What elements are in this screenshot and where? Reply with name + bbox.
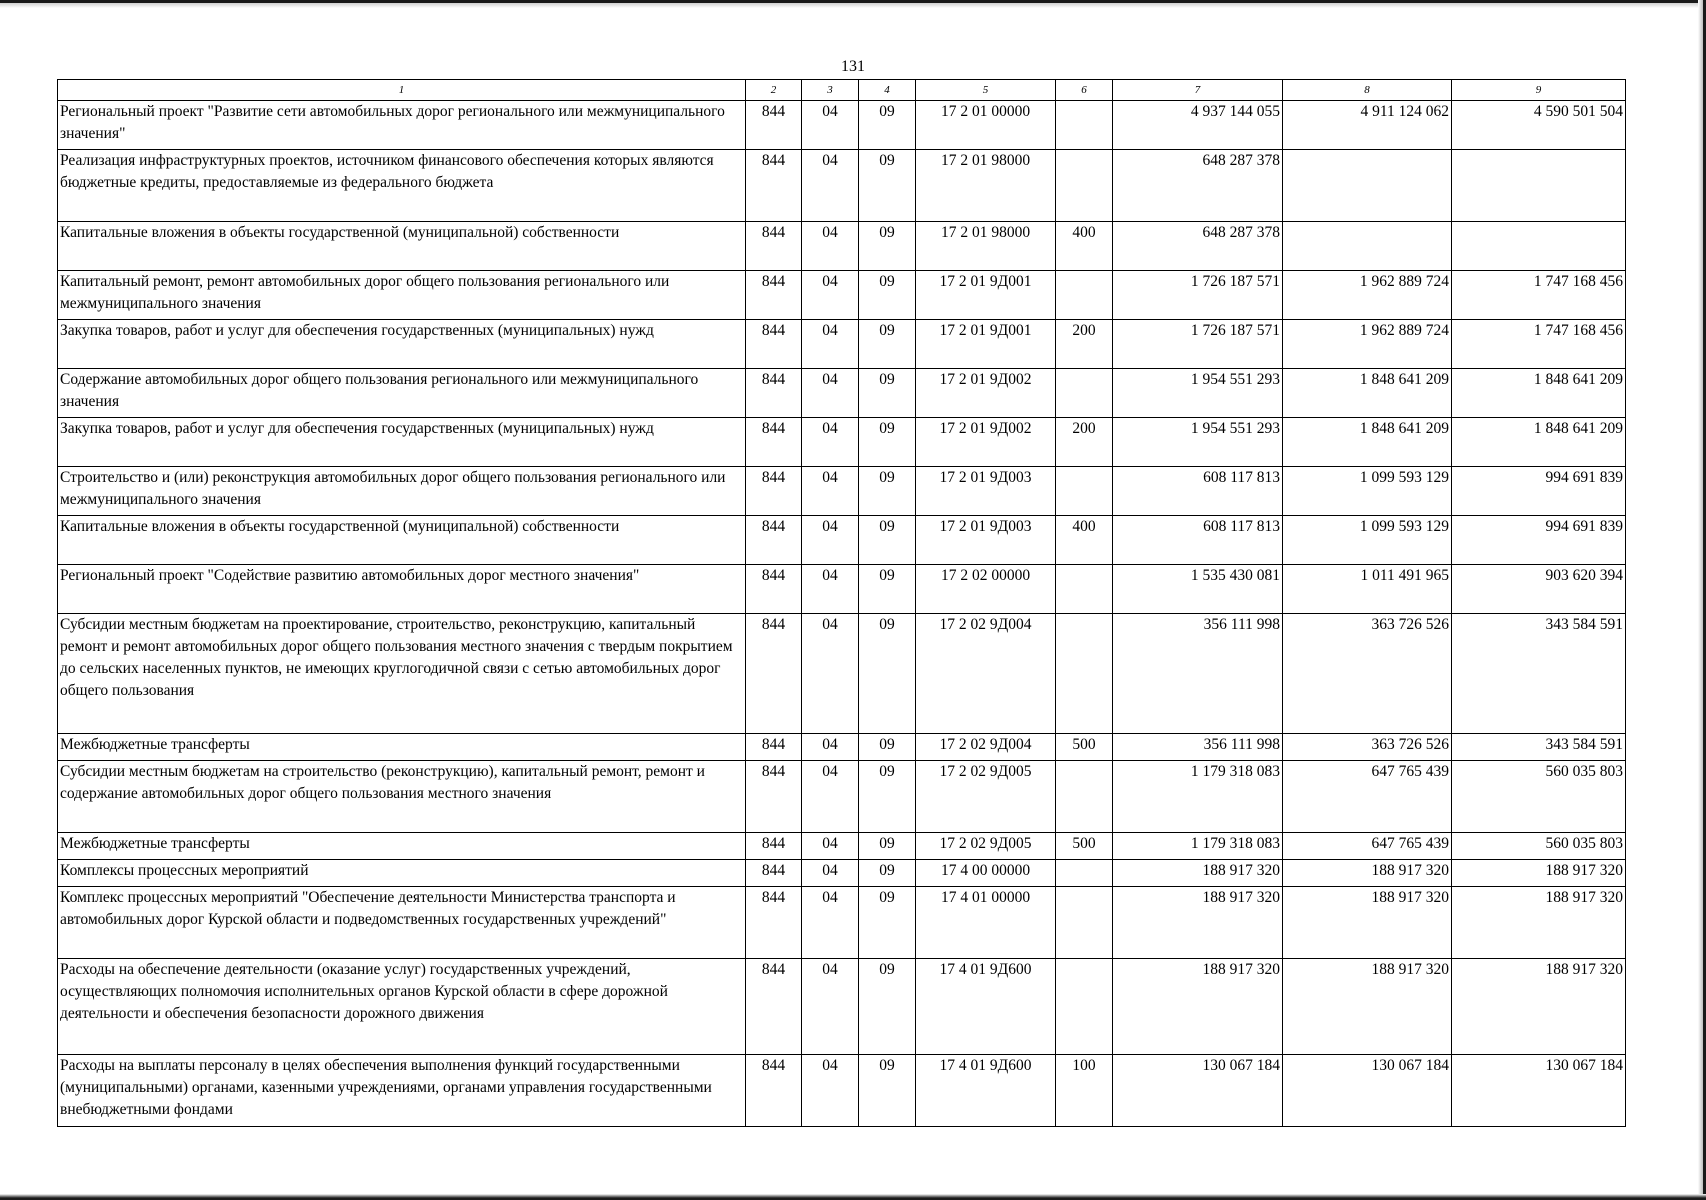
amount-col-8-cell: 4 911 124 062	[1283, 101, 1452, 150]
amount-col-9-cell: 560 035 803	[1452, 833, 1626, 860]
amount-col-7-cell: 130 067 184	[1113, 1055, 1283, 1127]
item-name-cell: Строительство и (или) реконструкция автомобильных дорог общего пользования регионального или межмуниципального значения	[58, 467, 746, 516]
column-header: 6	[1056, 80, 1113, 101]
amount-col-8-cell: 1 011 491 965	[1283, 565, 1452, 614]
item-name-cell: Субсидии местным бюджетам на проектирование, строительство, реконструкцию, капитальный ремонт и ремонт автомобильных дорог общего пользования местного значения с твердым покрытием до сельских населенных пунктов, не имеющих круглогодичной связи с сетью автомобильных дорог общего пользования	[58, 614, 746, 734]
admin-code-cell: 844	[746, 614, 802, 734]
item-name-cell: Межбюджетные трансферты	[58, 734, 746, 761]
expense-type-code-cell: 200	[1056, 320, 1113, 369]
subsection-code-cell: 09	[859, 959, 916, 1055]
target-article-code-cell: 17 2 02 9Д005	[916, 833, 1056, 860]
target-article-code-cell: 17 2 01 98000	[916, 150, 1056, 222]
section-code-cell: 04	[802, 320, 859, 369]
admin-code-cell: 844	[746, 959, 802, 1055]
target-article-code-cell: 17 2 01 00000	[916, 101, 1056, 150]
table-row	[58, 761, 1626, 833]
amount-col-7-cell: 1 726 187 571	[1113, 271, 1283, 320]
subsection-code-cell: 09	[859, 833, 916, 860]
amount-col-9-cell: 1 848 641 209	[1452, 369, 1626, 418]
item-name-cell: Закупка товаров, работ и услуг для обеспечения государственных (муниципальных) нужд	[58, 418, 746, 467]
table-row	[58, 516, 1626, 565]
amount-col-8-cell: 1 848 641 209	[1283, 369, 1452, 418]
column-header: 2	[746, 80, 802, 101]
admin-code-cell: 844	[746, 271, 802, 320]
expense-type-code-cell	[1056, 860, 1113, 887]
item-name-cell: Субсидии местным бюджетам на строительство (реконструкцию), капитальный ремонт, ремонт и содержание автомобильных дорог общего пользования местного значения	[58, 761, 746, 833]
expense-type-code-cell: 500	[1056, 833, 1113, 860]
amount-col-7-cell: 608 117 813	[1113, 516, 1283, 565]
column-header: 4	[859, 80, 916, 101]
amount-col-8-cell: 130 067 184	[1283, 1055, 1452, 1127]
amount-col-8-cell: 188 917 320	[1283, 959, 1452, 1055]
subsection-code-cell: 09	[859, 222, 916, 271]
target-article-code-cell: 17 4 01 00000	[916, 887, 1056, 959]
amount-col-7-cell: 1 535 430 081	[1113, 565, 1283, 614]
section-code-cell: 04	[802, 565, 859, 614]
table-row	[58, 467, 1626, 516]
amount-col-7-cell: 648 287 378	[1113, 222, 1283, 271]
scan-edge-top	[0, 0, 1706, 8]
table-row	[58, 222, 1626, 271]
target-article-code-cell: 17 2 01 9Д002	[916, 369, 1056, 418]
item-name-cell: Региональный проект "Содействие развитию автомобильных дорог местного значения"	[58, 565, 746, 614]
admin-code-cell: 844	[746, 860, 802, 887]
section-code-cell: 04	[802, 467, 859, 516]
admin-code-cell: 844	[746, 833, 802, 860]
subsection-code-cell: 09	[859, 734, 916, 761]
item-name-cell: Расходы на обеспечение деятельности (оказание услуг) государственных учреждений, осуществляющих полномочия исполнительных органов Курской области в сфере дорожной деятельности и обеспечения безопасности дорожного движения	[58, 959, 746, 1055]
amount-col-9-cell: 994 691 839	[1452, 516, 1626, 565]
item-name-cell: Капитальные вложения в объекты государственной (муниципальной) собственности	[58, 222, 746, 271]
section-code-cell: 04	[802, 614, 859, 734]
item-name-cell: Расходы на выплаты персоналу в целях обеспечения выполнения функций государственными (муниципальными) органами, казенными учреждениями, органами управления государственными внебюджетными фондами	[58, 1055, 746, 1127]
expense-type-code-cell	[1056, 467, 1113, 516]
amount-col-7-cell: 648 287 378	[1113, 150, 1283, 222]
table-row	[58, 734, 1626, 761]
target-article-code-cell: 17 2 01 9Д001	[916, 320, 1056, 369]
amount-col-9-cell: 130 067 184	[1452, 1055, 1626, 1127]
expense-type-code-cell	[1056, 565, 1113, 614]
subsection-code-cell: 09	[859, 565, 916, 614]
amount-col-9-cell: 188 917 320	[1452, 959, 1626, 1055]
admin-code-cell: 844	[746, 887, 802, 959]
expense-type-code-cell: 400	[1056, 516, 1113, 565]
amount-col-9-cell: 343 584 591	[1452, 734, 1626, 761]
section-code-cell: 04	[802, 1055, 859, 1127]
amount-col-8-cell: 1 848 641 209	[1283, 418, 1452, 467]
amount-col-8-cell: 363 726 526	[1283, 734, 1452, 761]
amount-col-9-cell: 1 747 168 456	[1452, 320, 1626, 369]
expense-type-code-cell	[1056, 150, 1113, 222]
section-code-cell: 04	[802, 860, 859, 887]
amount-col-7-cell: 1 726 187 571	[1113, 320, 1283, 369]
table-row	[58, 1055, 1626, 1127]
amount-col-7-cell: 1 954 551 293	[1113, 418, 1283, 467]
amount-col-8-cell: 363 726 526	[1283, 614, 1452, 734]
section-code-cell: 04	[802, 734, 859, 761]
amount-col-9-cell: 4 590 501 504	[1452, 101, 1626, 150]
amount-col-7-cell: 1 179 318 083	[1113, 761, 1283, 833]
item-name-cell: Реализация инфраструктурных проектов, источником финансового обеспечения которых являются бюджетные кредиты, предоставляемые из федерального бюджета	[58, 150, 746, 222]
item-name-cell: Закупка товаров, работ и услуг для обеспечения государственных (муниципальных) нужд	[58, 320, 746, 369]
item-name-cell: Содержание автомобильных дорог общего пользования регионального или межмуниципального значения	[58, 369, 746, 418]
subsection-code-cell: 09	[859, 418, 916, 467]
item-name-cell: Капитальный ремонт, ремонт автомобильных дорог общего пользования регионального или межмуниципального значения	[58, 271, 746, 320]
section-code-cell: 04	[802, 101, 859, 150]
scan-edge-bottom	[0, 1194, 1706, 1200]
admin-code-cell: 844	[746, 761, 802, 833]
subsection-code-cell: 09	[859, 101, 916, 150]
target-article-code-cell: 17 4 00 00000	[916, 860, 1056, 887]
admin-code-cell: 844	[746, 467, 802, 516]
amount-col-8-cell: 1 962 889 724	[1283, 271, 1452, 320]
amount-col-7-cell: 188 917 320	[1113, 860, 1283, 887]
amount-col-7-cell: 356 111 998	[1113, 614, 1283, 734]
subsection-code-cell: 09	[859, 761, 916, 833]
amount-col-7-cell: 188 917 320	[1113, 887, 1283, 959]
admin-code-cell: 844	[746, 734, 802, 761]
target-article-code-cell: 17 2 01 9Д001	[916, 271, 1056, 320]
section-code-cell: 04	[802, 222, 859, 271]
item-name-cell: Капитальные вложения в объекты государственной (муниципальной) собственности	[58, 516, 746, 565]
item-name-cell: Комплексы процессных мероприятий	[58, 860, 746, 887]
subsection-code-cell: 09	[859, 614, 916, 734]
subsection-code-cell: 09	[859, 271, 916, 320]
expense-type-code-cell	[1056, 614, 1113, 734]
admin-code-cell: 844	[746, 320, 802, 369]
amount-col-9-cell: 1 848 641 209	[1452, 418, 1626, 467]
admin-code-cell: 844	[746, 565, 802, 614]
amount-col-9-cell	[1452, 150, 1626, 222]
table-row	[58, 887, 1626, 959]
page-number: 131	[841, 58, 865, 75]
column-header: 8	[1283, 80, 1452, 101]
target-article-code-cell: 17 2 01 9Д002	[916, 418, 1056, 467]
expense-type-code-cell	[1056, 959, 1113, 1055]
target-article-code-cell: 17 2 01 98000	[916, 222, 1056, 271]
admin-code-cell: 844	[746, 222, 802, 271]
column-header: 3	[802, 80, 859, 101]
target-article-code-cell: 17 4 01 9Д600	[916, 1055, 1056, 1127]
column-header: 5	[916, 80, 1056, 101]
amount-col-7-cell: 1 179 318 083	[1113, 833, 1283, 860]
subsection-code-cell: 09	[859, 1055, 916, 1127]
amount-col-7-cell: 4 937 144 055	[1113, 101, 1283, 150]
target-article-code-cell: 17 2 02 9Д004	[916, 734, 1056, 761]
target-article-code-cell: 17 4 01 9Д600	[916, 959, 1056, 1055]
amount-col-7-cell: 188 917 320	[1113, 959, 1283, 1055]
section-code-cell: 04	[802, 761, 859, 833]
amount-col-8-cell: 647 765 439	[1283, 833, 1452, 860]
item-name-cell: Межбюджетные трансферты	[58, 833, 746, 860]
table-row	[58, 833, 1626, 860]
subsection-code-cell: 09	[859, 860, 916, 887]
column-header: 7	[1113, 80, 1283, 101]
admin-code-cell: 844	[746, 516, 802, 565]
expense-type-code-cell: 400	[1056, 222, 1113, 271]
expense-type-code-cell: 500	[1056, 734, 1113, 761]
amount-col-8-cell: 647 765 439	[1283, 761, 1452, 833]
column-number-row	[58, 80, 1626, 101]
table-row	[58, 959, 1626, 1055]
section-code-cell: 04	[802, 418, 859, 467]
amount-col-9-cell: 188 917 320	[1452, 860, 1626, 887]
admin-code-cell: 844	[746, 101, 802, 150]
amount-col-8-cell: 1 962 889 724	[1283, 320, 1452, 369]
amount-col-9-cell: 903 620 394	[1452, 565, 1626, 614]
target-article-code-cell: 17 2 02 9Д004	[916, 614, 1056, 734]
target-article-code-cell: 17 2 01 9Д003	[916, 516, 1056, 565]
amount-col-9-cell	[1452, 222, 1626, 271]
amount-col-9-cell: 1 747 168 456	[1452, 271, 1626, 320]
target-article-code-cell: 17 2 02 00000	[916, 565, 1056, 614]
section-code-cell: 04	[802, 833, 859, 860]
amount-col-8-cell	[1283, 222, 1452, 271]
expense-type-code-cell	[1056, 887, 1113, 959]
section-code-cell: 04	[802, 150, 859, 222]
amount-col-7-cell: 1 954 551 293	[1113, 369, 1283, 418]
amount-col-9-cell: 343 584 591	[1452, 614, 1626, 734]
item-name-cell: Региональный проект "Развитие сети автомобильных дорог регионального или межмуниципального значения"	[58, 101, 746, 150]
subsection-code-cell: 09	[859, 887, 916, 959]
table-row	[58, 614, 1626, 734]
admin-code-cell: 844	[746, 1055, 802, 1127]
expense-type-code-cell	[1056, 369, 1113, 418]
expense-type-code-cell: 100	[1056, 1055, 1113, 1127]
section-code-cell: 04	[802, 887, 859, 959]
budget-table	[57, 79, 1626, 1127]
amount-col-8-cell: 1 099 593 129	[1283, 467, 1452, 516]
expense-type-code-cell	[1056, 271, 1113, 320]
expense-type-code-cell	[1056, 761, 1113, 833]
table-row	[58, 101, 1626, 150]
expense-type-code-cell	[1056, 101, 1113, 150]
amount-col-8-cell: 188 917 320	[1283, 887, 1452, 959]
expense-type-code-cell: 200	[1056, 418, 1113, 467]
target-article-code-cell: 17 2 02 9Д005	[916, 761, 1056, 833]
table-row	[58, 320, 1626, 369]
column-header: 1	[58, 80, 746, 101]
subsection-code-cell: 09	[859, 320, 916, 369]
admin-code-cell: 844	[746, 150, 802, 222]
subsection-code-cell: 09	[859, 369, 916, 418]
amount-col-9-cell: 994 691 839	[1452, 467, 1626, 516]
table-row	[58, 860, 1626, 887]
amount-col-7-cell: 608 117 813	[1113, 467, 1283, 516]
amount-col-9-cell: 188 917 320	[1452, 887, 1626, 959]
admin-code-cell: 844	[746, 418, 802, 467]
table-row	[58, 150, 1626, 222]
item-name-cell: Комплекс процессных мероприятий "Обеспечение деятельности Министерства транспорта и автомобильных дорог Курской области и подведомственных государственных учреждений"	[58, 887, 746, 959]
table-row	[58, 565, 1626, 614]
subsection-code-cell: 09	[859, 516, 916, 565]
subsection-code-cell: 09	[859, 467, 916, 516]
section-code-cell: 04	[802, 959, 859, 1055]
table-row	[58, 271, 1626, 320]
table-row	[58, 418, 1626, 467]
section-code-cell: 04	[802, 369, 859, 418]
target-article-code-cell: 17 2 01 9Д003	[916, 467, 1056, 516]
amount-col-8-cell	[1283, 150, 1452, 222]
table-row	[58, 369, 1626, 418]
subsection-code-cell: 09	[859, 150, 916, 222]
amount-col-8-cell: 1 099 593 129	[1283, 516, 1452, 565]
section-code-cell: 04	[802, 516, 859, 565]
column-header: 9	[1452, 80, 1626, 101]
section-code-cell: 04	[802, 271, 859, 320]
amount-col-7-cell: 356 111 998	[1113, 734, 1283, 761]
amount-col-9-cell: 560 035 803	[1452, 761, 1626, 833]
scan-edge-right	[1698, 0, 1706, 1200]
amount-col-8-cell: 188 917 320	[1283, 860, 1452, 887]
admin-code-cell: 844	[746, 369, 802, 418]
